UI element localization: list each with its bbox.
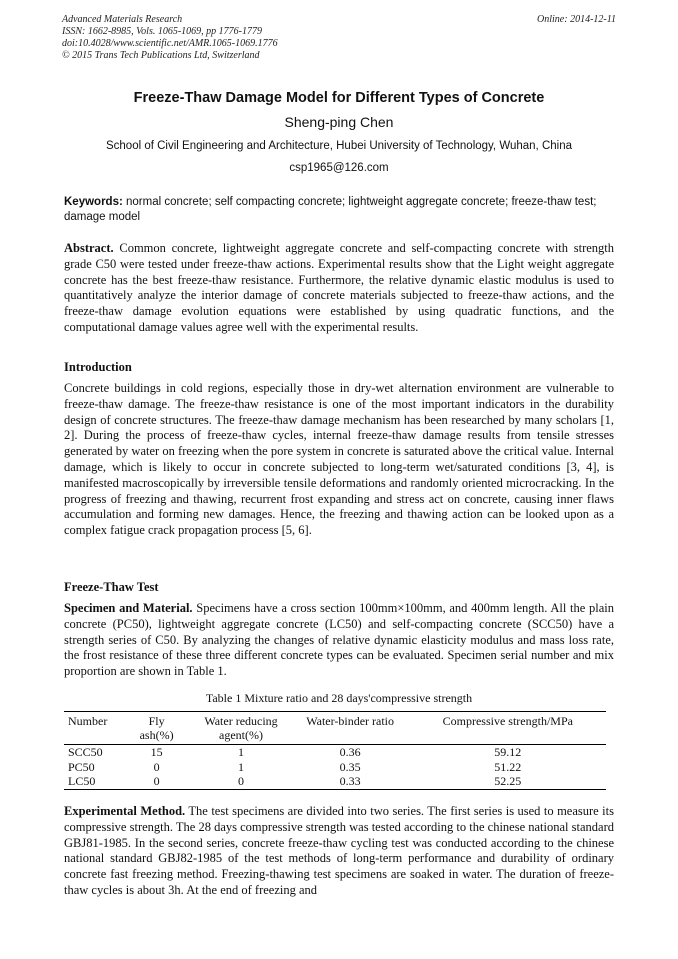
- abstract-text: Common concrete, lightweight aggregate concrete and self-compacting concrete with strength grade C50 were tested under freeze-thaw actions. Experimental results show that the Light weight aggregate concrete has the best freeze-thaw resistance. Furthermore, the relative dynamic elastic modulus is used to quantitatively analyze the interior damage of concrete materials subjected to freeze-thaw actions, and the freeze-thaw damage evolution equations were established by using quadratic functions, and the computational damage values agree well with the experimental results.: [64, 241, 614, 334]
- issn-line: ISSN: 1662-8985, Vols. 1065-1069, pp 1776-1779: [62, 26, 262, 37]
- author-name: Sheng-ping Chen: [284, 114, 394, 130]
- col-number: Number: [64, 712, 122, 745]
- keywords: [64, 195, 614, 225]
- keywords-label: Keywords:: [64, 196, 123, 208]
- affiliation: School of Civil Engineering and Architecture, Hubei University of Technology, Wuhan, China: [105, 140, 572, 152]
- specimen-text: Specimens have a cross section 100mm×100mm, and 400mm length. All the plain concrete (PC50), lightweight aggregate concrete (LC50) and self-compacting concrete (SCC50) have a strength series of C50. By analyzing the changes of relative dynamic elasticity modulus and mass loss rate, the frost resistance of these three different concrete types can be evaluated. Specimen serial number and mix proportion are shown in Table 1.: [64, 601, 615, 679]
- freeze-thaw-test-heading: Freeze-Thaw Test: [64, 580, 159, 594]
- col-water-reducing: Water reducing agent(%): [191, 712, 290, 745]
- method-label: Experimental Method.: [64, 804, 186, 818]
- keywords-text: normal concrete; self compacting concrete; lightweight aggregate concrete; freeze-thaw test; damage model: [64, 196, 597, 223]
- col-water-binder: Water-binder ratio: [291, 712, 410, 745]
- author-email: csp1965@126.com: [289, 162, 389, 174]
- table-header-row: [64, 712, 606, 745]
- doi-line: doi:10.4028/www.scientific.net/AMR.1065-1069.1776: [62, 38, 278, 49]
- specimen-label: Specimen and Material.: [64, 601, 193, 615]
- col-compressive: Compressive strength/MPa: [410, 712, 606, 745]
- online-date: Online: 2014-12-11: [537, 14, 616, 25]
- copyright-line: © 2015 Trans Tech Publications Ltd, Switzerland: [62, 50, 260, 61]
- journal-header: [62, 14, 616, 62]
- table-row: LC50 0 0 0.33 52.25: [64, 774, 606, 789]
- paper-title: Freeze-Thaw Damage Model for Different Types of Concrete: [133, 90, 545, 106]
- journal-name: Advanced Materials Research: [62, 14, 183, 25]
- abstract-label: Abstract.: [64, 241, 114, 255]
- mixture-table: [64, 711, 606, 790]
- method-text: The test specimens are divided into two series. The first series is used to measure its compressive strength. The 28 days compressive strength was tested according to the chinese national standard GBJ81-1985. In the second series, concrete freeze-thaw cycling test was conducted according to the chinese national standard GBJ82-1985 of the test methods of long-term performance and durability of ordinary concrete fast freezing method. Freezing-thawing test specimens are soaked in water. The duration of freeze-thaw cycles is about 3h. At the end of freezing and: [64, 804, 614, 897]
- introduction-heading: Introduction: [64, 360, 132, 374]
- col-fly-ash: Fly ash(%): [122, 712, 192, 745]
- specimen-paragraph: [64, 601, 614, 680]
- table-caption: Table 1 Mixture ratio and 28 days'compressive strength: [205, 691, 473, 705]
- table-row: SCC50 15 1 0.36 59.12: [68, 745, 522, 759]
- abstract: [64, 241, 614, 336]
- introduction-text: Concrete buildings in cold regions, especially those in dry-wet alternation environment are vulnerable to freeze-thaw damage. The freeze-thaw resistance is one of the most important indicators in the durability design of concrete structures. The freeze-thaw damage mechanism has been researched by many scholars [1, 2]. During the process of freeze-thaw cycles, internal freeze-thaw damage results from tensile stresses generated by water on freezing when the pore system in concrete is saturated above the critical value. Internal damage, which is likely to occur in concrete subjected to long-term wet/saturated conditions [3, 4], is manifested macroscopically by irreversible tensile deformations and randomly oriented microcracking. In the progress of freezing and thawing, recurrent frost expanding and stress act on concrete, causing inner flaws accumulation and forming new damages. Hence, the freezing and thawing action can be looked upon as a complex fatigue crack propagation process [5, 6].: [64, 381, 614, 538]
- table-row: PC50 0 1 0.35 51.22: [68, 759, 522, 774]
- method-paragraph: [64, 804, 614, 899]
